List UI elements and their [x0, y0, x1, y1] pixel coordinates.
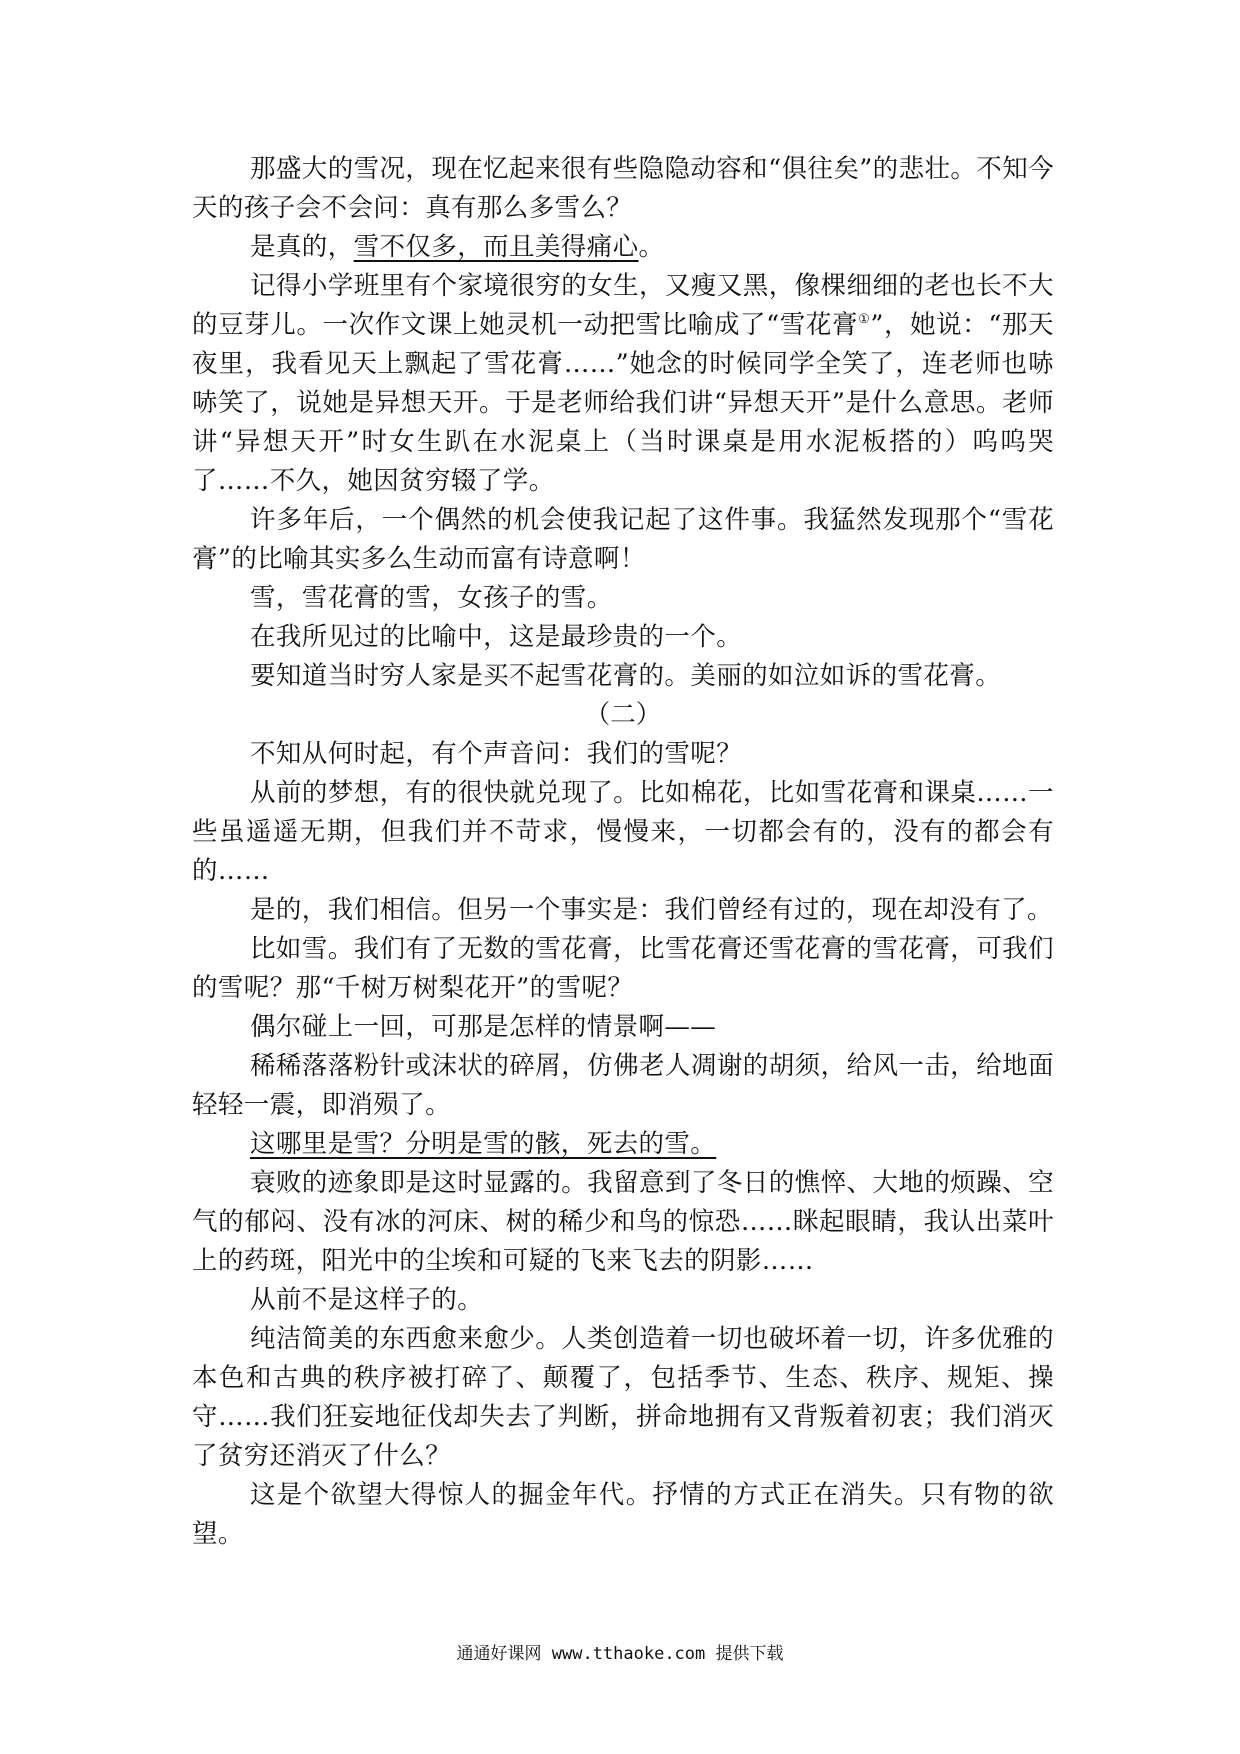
paragraph: 许多年后，一个偶然的机会使我记起了这件事。我猛然发现那个“雪花膏”的比喻其实多么生动而富有诗意啊！ [192, 505, 1054, 574]
text-run: 是真的， [250, 232, 354, 262]
paragraph: 偶尔碰上一回，可那是怎样的情景啊—— [250, 1012, 717, 1042]
paragraph [192, 228, 1054, 267]
text-run: 记得小学班里有个家境很穷的女生，又瘦又黑，像棵细细的老也长不大的豆芽儿。一次作文课上她灵机一动把雪比喻成了“雪花膏 [192, 271, 1054, 340]
article-body [192, 150, 1054, 1554]
text-run: ”，她说：“那天夜里，我看见天上飘起了雪花膏……”她念的时候同学全笑了，连老师也哧哧笑了，说她是异想天开。于是老师给我们讲“异想天开”是什么意思。老师讲“异想天开”时女生趴在水泥桌上（当时课桌是用水泥板搭的）呜呜哭了……不久，她因贫穷辍了学。 [192, 310, 1054, 496]
paragraph: 这是个欲望大得惊人的掘金年代。抒情的方式正在消失。只有物的欲望。 [192, 1480, 1054, 1549]
paragraph: 是的，我们相信。但另一个事实是：我们曾经有过的，现在却没有了。 [250, 895, 1053, 925]
paragraph: 衰败的迹象即是这时显露的。我留意到了冬日的憔悴、大地的烦躁、空气的郁闷、没有冰的河床、树的稀少和鸟的惊恐……眯起眼睛，我认出菜叶上的药斑，阳光中的尘埃和可疑的飞来飞去的阴影…… [192, 1168, 1054, 1276]
text-run: 。 [638, 232, 665, 262]
underlined-text: 雪不仅多，而且美得痛心 [353, 232, 639, 262]
paragraph: 比如雪。我们有了无数的雪花膏，比雪花膏还雪花膏的雪花膏，可我们的雪呢？那“千树万树梨花开”的雪呢？ [192, 934, 1054, 1003]
paragraph: 那盛大的雪况，现在忆起来很有些隐隐动容和“俱往矣”的悲壮。不知今天的孩子会不会问：真有那么多雪么？ [192, 154, 1054, 223]
paragraph: 雪，雪花膏的雪，女孩子的雪。 [250, 583, 613, 613]
paragraph: 稀稀落落粉针或沫状的碎屑，仿佛老人凋谢的胡须，给风一击，给地面轻轻一震，即消殒了。 [192, 1051, 1054, 1120]
paragraph: 纯洁简美的东西愈来愈少。人类创造着一切也破坏着一切，许多优雅的本色和古典的秩序被打碎了、颠覆了，包括季节、生态、秩序、规矩、操守……我们狂妄地征伐却失去了判断，拼命地拥有又背叛着初衷；我们消灭了贫穷还消灭了什么？ [192, 1324, 1054, 1471]
paragraph: 从前不是这样子的。 [250, 1285, 484, 1315]
footnote-marker: ① [858, 312, 871, 327]
underlined-text: 这哪里是雪？分明是雪的骸，死去的雪。 [250, 1129, 717, 1159]
page-footer: 通通好课网 www.tthaoke.com 提供下载 [456, 1644, 784, 1664]
section-heading: （二） [584, 700, 662, 730]
paragraph: 不知从何时起，有个声音问：我们的雪呢？ [250, 739, 743, 769]
paragraph: 从前的梦想，有的很快就兑现了。比如棉花，比如雪花膏和课桌……一些虽遥遥无期，但我们并不苛求，慢慢来，一切都会有的，没有的都会有的…… [192, 778, 1054, 886]
paragraph [192, 1125, 1054, 1164]
paragraph [192, 267, 1054, 501]
paragraph: 要知道当时穷人家是买不起雪花膏的。美丽的如泣如诉的雪花膏。 [250, 661, 1002, 691]
paragraph: 在我所见过的比喻中，这是最珍贵的一个。 [250, 622, 743, 652]
